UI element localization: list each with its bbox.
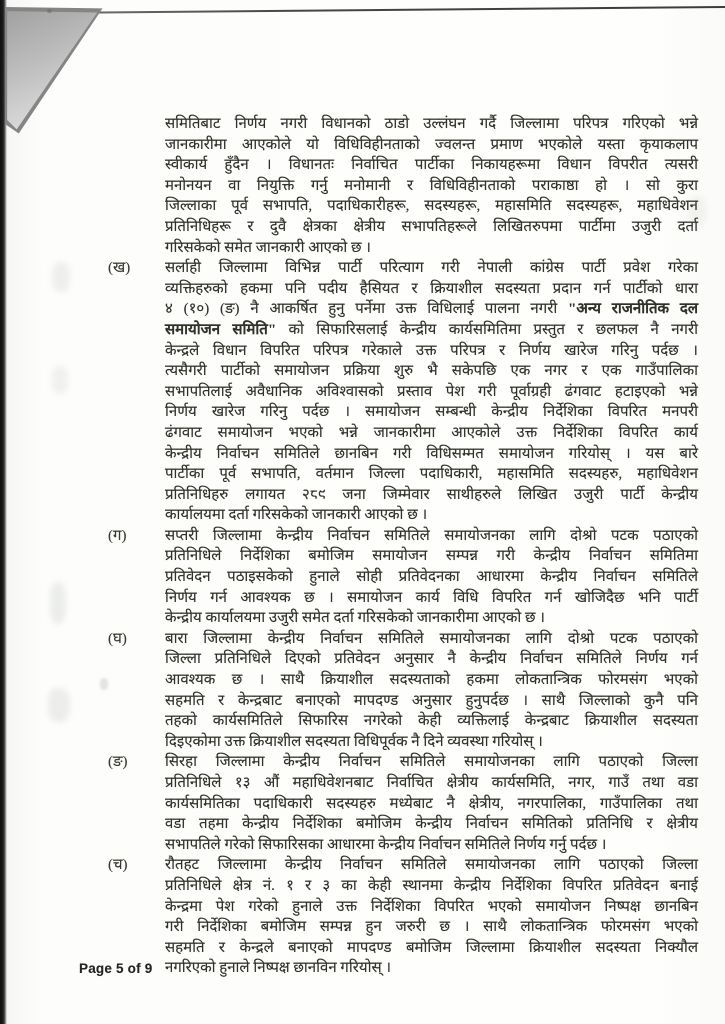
clause-body [165,258,698,526]
text-line: प्रतिनिधिले क्षेत्र नं. १ र ३ का केही स्थानमा केन्द्रीय निर्देशिका विपरित प्रतिवेदन बनाई [165,877,698,894]
paragraph-continuation [108,114,698,258]
text-line: केन्द्रीय निर्वाचन समितिले छानबिन गरी विधिसम्मत समायोजन गरियोस् । यस बारे [165,445,698,462]
text-line: स्वीकार्य हुँदैन । विधानतः निर्वाचित पार्टीका निकायहरूमा विधान विपरीत त्यसरी [165,157,698,174]
text-line: जानकारीमा आएकोले यो विधिविहीनताको ज्वलन्त प्रमाण भएकोले यस्ता कृयाकलाप [165,136,698,153]
scan-left-edge-shadow [0,0,7,1024]
text-line: व्यक्तिहरुको हकमा पनि पदीय हैसियत र क्रियाशील सदस्यता प्रदान गर्न पार्टीको धारा [165,280,698,297]
scan-corner-fold-gradient [5,7,111,143]
text-line: निर्णय खारेज गरिनु पर्दछ । समायोजन सम्बन्धी केन्द्रीय निर्देशिका विपरित मनपरी [165,404,698,421]
text-line: सर्लाही जिल्लामा विभिन्न पार्टी परित्याग गरी नेपाली कांग्रेस पार्टी प्रवेश गरेका [165,260,698,277]
text-line: सहमति र केन्द्रबाट बनाएको मापदण्ड अनुसार हुनुपर्दछ । साथै जिल्लाको कुनै पनि [165,692,698,709]
text-line: सहमति र केन्द्रले बनाएको मापदण्ड बमोजिम जिल्लामा क्रियाशील सदस्यता निक्यौल [165,939,698,956]
scan-smudge [52,366,68,394]
text-line: जिल्लाका पूर्व सभापति, पदाधिकारीहरू, सदस्यहरू, महासमिति सदस्यहरू, महाधिवेशन [165,198,698,215]
clause-item-nga [108,752,698,855]
text-line: बारा जिल्लामा केन्द्रीय निर्वाचन समितिले समायोजनका लागि दोश्रो पटक पठाएको [165,630,698,647]
scan-smudge [52,262,70,292]
text-line: गरिसकेको समेत जानकारी आएको छ । [165,239,371,256]
text-line: रौतहट जिल्लामा केन्द्रीय निर्वाचन समितिले समायोजनका लागि पठाएको जिल्ला [165,857,698,874]
scan-speck [47,9,52,13]
text-line: कार्यसमितिका पदाधिकारी सदस्यहरु मध्येबाट नै क्षेत्रीय, नगरपालिका, गाउँपालिका तथा [165,795,698,812]
text-line: निर्णय गर्न आवश्यक छ । समायोजन कार्य विधि विपरित गर्न खोजिदैछ भनि पार्टी [165,589,698,606]
text-line: केन्द्रीय कार्यालयमा उजुरी समेत दर्ता गरिसकेको जानकारीमा आएको छ । [165,610,545,627]
clause-body [165,855,698,979]
clause-body [165,752,698,855]
text-line: ४ (१०) (ङ) नै आकर्षित हुनु पर्नेमा उक्त विधिलाई पालना नगरी "अन्य राजनीतिक दल [165,301,698,318]
clause-label: (ग) [108,527,127,544]
scan-smudge [50,582,66,624]
document-text-block [108,114,698,979]
text-line: ढंगवाट समायोजन भएको भन्ने जानकारीमा आएकोले उक्त निर्देशिका विपरित कार्य [165,424,698,441]
text-line: प्रतिवेदन पठाइसकेको हुनाले सोही प्रतिवेदनका आधारमा केन्द्रीय निर्वाचन समितिले [165,569,698,586]
text-line: कार्यालयमा दर्ता गरिसकेको जानकारी आएको छ । [165,507,428,524]
page-number: Page 5 of 9 [79,961,153,976]
text-line: समायोजन समिति" को सिफारिसलाई केन्द्रीय कार्यसमितिमा प्रस्तुत र छलफल नै नगरी [165,321,699,338]
text-line: त्यसैगरी पार्टीको समायोजन प्रक्रिया शुरु भै सकेपछि एक नगर र एक गाउँपालिका [165,363,698,380]
text-line: सभापतिले गरेको सिफारिसका आधारमा केन्द्रीय निर्वाचन समितिले निर्णय गर्नु पर्दछ । [165,836,607,853]
text-line: आवश्यक छ । साथै क्रियाशील सदस्यताको हकमा लोकतान्त्रिक फोरमसंग भएको [165,672,698,689]
clause-body [165,629,698,753]
clause-label: (ख) [108,260,131,277]
clause-label: (ङ) [108,754,128,771]
text-line: गरी निर्देशिका बमोजिम सम्पन्न हुन जरुरी छ । साथै लोकतान्त्रिक फोरमसंग भएको [165,919,698,936]
clause-item-ga [108,526,698,629]
text-line: सप्तरी जिल्लामा केन्द्रीय निर्वाचन समितिले समायोजनका लागि दोश्रो पटक पठाएको [165,527,698,544]
text-line: केन्द्रले विधान विपरित परिपत्र गरेकाले उक्त परिपत्र र निर्णय खारेज गरिनु पर्दछ । [165,342,698,359]
text-line: वडा तहमा केन्द्रीय निर्देशिका बमोजिम केन्द्रीय निर्वाचन समितिको प्रतिनिधि र क्षेत्रीय [165,816,698,833]
text-line: सभापतिलाई अवैधानिक अविश्वासको प्रस्ताव पेश गरी पूर्वाग्रही ढंगवाट हटाइएको भन्ने [165,383,698,400]
text-line: केन्द्रमा पेश गरेको हुनाले उक्त निर्देशिका विपरित भएको समायोजन निष्पक्ष छानबिन [165,898,698,915]
text-line: प्रतिनिधिले निर्देशिका बमोजिम समायोजन सम्पन्न गरी केन्द्रीय निर्वाचन समितिमा [165,548,698,565]
text-line: प्रतिनिधिहरु लगायत २८९ जना जिम्मेवार साथीहरुले लिखित उजुरी पार्टी केन्द्रीय [165,486,698,503]
clause-body [165,526,698,629]
scan-smudge [48,688,70,722]
clause-item-gha [108,629,698,753]
text-line: पार्टीका पूर्व सभापति, वर्तमान जिल्ला पदाधिकारी, महासमिति सदस्यहरु, महाधिवेशन [165,466,698,483]
text-line: दिइएकोमा उक्त क्रियाशील सदस्यता विधिपूर्वक नै दिने व्यवस्था गरियोस् । [165,733,543,750]
clause-label: (च) [108,857,128,874]
text-line: नगरिएको हुनाले निष्पक्ष छानविन गरियोस् । [165,960,392,977]
text-line: सिरहा जिल्लामा केन्द्रीय निर्वाचन समितिले समायोजनका लागि पठाएको जिल्ला [165,754,698,771]
scan-corner-fold-shadow [5,7,111,143]
clause-item-cha [108,855,698,979]
scan-smudge [100,678,108,690]
text-line: प्रतिनिधिहरू र दुवै क्षेत्रका क्षेत्रीय सभापतिहरूले लिखितरुपमा पार्टीमा उजुरी दर्ता [165,218,698,235]
text-line: मनोनयन वा नियुक्ति गर्नु मनोमानी र विधिविहीनताको पराकाष्ठा हो । सो कुरा [165,177,698,194]
scan-top-edge-line [12,6,725,14]
text-line: प्रतिनिधिले १३ औं महाधिवेशनबाट निर्वाचित क्षेत्रीय कार्यसमिति, नगर, गाउँ तथा वडा [165,775,698,791]
text-line: तहको कार्यसमितिले सिफारिस नगरेको केही व्यक्तिलाई केन्द्रबाट क्रियाशील सदस्यता [165,713,698,730]
clause-label: (घ) [108,630,127,647]
text-line: समितिबाट निर्णय नगरी विधानको ठाडो उल्लंघन गर्दै जिल्लामा परिपत्र गरिएको भन्ने [165,116,698,132]
text-line: जिल्ला प्रतिनिधिले दिएको प्रतिवेदन अनुसार नै केन्द्रीय निर्वाचन समितिले निर्णय गर्न [165,651,698,668]
clause-item-kha [108,258,698,526]
